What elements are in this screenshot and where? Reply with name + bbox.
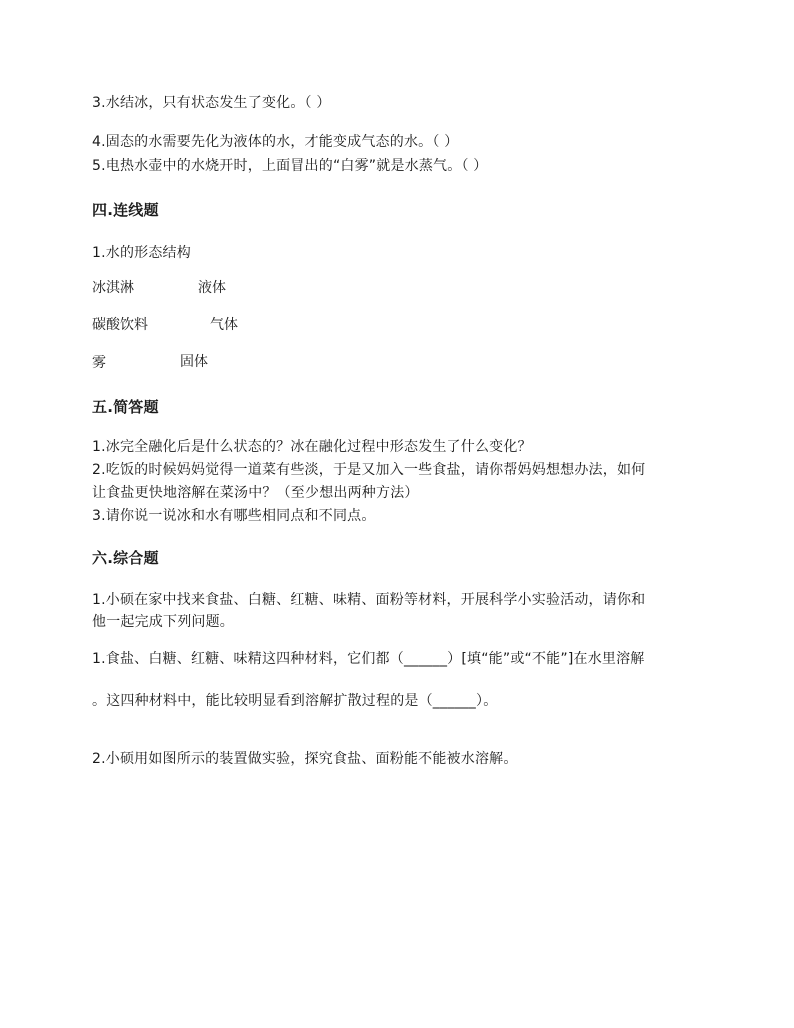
short-answer-question-1: 1.冰完全融化后是什么状态的？冰在融化过程中形态发生了什么变化？	[92, 439, 532, 455]
tf-question-3: 3.水结冰，只有状态发生了变化。（ ）	[92, 95, 331, 111]
comprehensive-intro-line-2: 他一起完成下列问题。	[92, 614, 234, 630]
comprehensive-sub-question-2: 2.小硕用如图所示的装置做实验，探究食盐、面粉能不能被水溶解。	[92, 751, 518, 767]
match-left-item-1: 冰淇淋	[92, 280, 134, 296]
comprehensive-sub-question-1-line-2: 。这四种材料中，能比较明显看到溶解扩散过程的是（______）。	[92, 693, 498, 709]
section-heading-short-answer: 五.简答题	[92, 398, 159, 416]
short-answer-question-3: 3.请你说一说冰和水有哪些相同点和不同点。	[92, 508, 376, 524]
match-right-item-1: 液体	[198, 280, 226, 296]
short-answer-question-2-line-2: 让食盐更快地溶解在菜汤中？（至少想出两种方法）	[92, 485, 419, 501]
matching-question-1: 1.水的形态结构	[92, 245, 191, 261]
match-left-item-3: 雾	[92, 355, 106, 371]
tf-question-4: 4.固态的水需要先化为液体的水，才能变成气态的水。（ ）	[92, 134, 459, 150]
comprehensive-intro-line-1: 1.小硕在家中找来食盐、白糖、红糖、味精、面粉等材料，开展科学小实验活动，请你和	[92, 592, 646, 608]
section-heading-comprehensive: 六.综合题	[92, 549, 159, 567]
section-heading-matching: 四.连线题	[92, 201, 159, 219]
comprehensive-sub-question-1-line-1: 1.食盐、白糖、红糖、味精这四种材料，它们都（______）[填“能”或“不能”]在水里溶解	[92, 651, 645, 667]
match-left-item-2: 碳酸饮料	[92, 317, 148, 333]
match-right-item-2: 气体	[210, 317, 238, 333]
short-answer-question-2-line-1: 2.吃饭的时候妈妈觉得一道菜有些淡，于是又加入一些食盐，请你帮妈妈想想办法，如何	[92, 462, 646, 478]
tf-question-5: 5.电热水壶中的水烧开时，上面冒出的“白雾”就是水蒸气。（ ）	[92, 158, 488, 174]
match-right-item-3: 固体	[180, 354, 208, 370]
